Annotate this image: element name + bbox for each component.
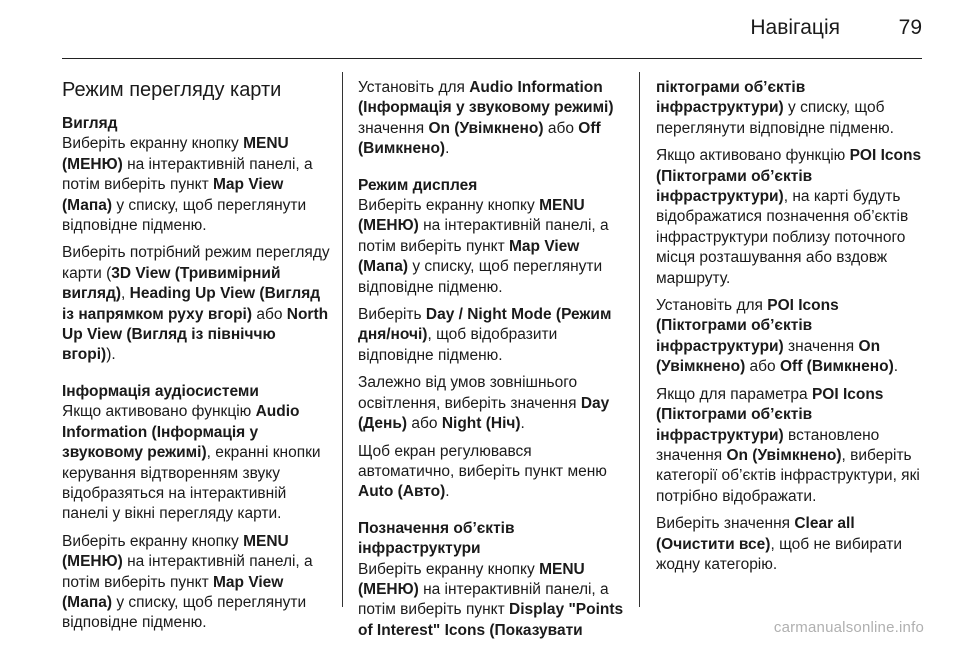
bold-term: Map View (Мапа): [62, 573, 284, 611]
text-run: , щоб не вибирати жодну категорію.: [656, 535, 903, 573]
column-divider-2: [639, 72, 640, 607]
column-divider-1: [342, 72, 343, 607]
paragraph: [62, 402, 332, 524]
text-run: Якщо для параметра: [656, 385, 812, 403]
bold-term: Day (День): [358, 394, 610, 433]
bold-term: Day / Night Mode (Режим дня/ночі): [358, 306, 612, 344]
bold-term: Map View (Мапа): [358, 237, 580, 276]
text-run: або: [407, 415, 442, 433]
paragraph: [358, 373, 626, 434]
text-run: Якщо активовано функцію: [656, 147, 850, 165]
bold-term: MENU (МЕНЮ): [358, 560, 585, 598]
text-run: на інтерактивній панелі, а потім виберіть пункт: [62, 155, 313, 194]
bold-term: Auto (Авто): [358, 483, 446, 501]
paragraph: [62, 134, 332, 236]
bold-term: Clear all (Очистити все): [656, 515, 855, 553]
text-run: , щоб відобразити відповідне підменю.: [358, 326, 558, 364]
bold-term: On (Увімкнено): [656, 337, 881, 376]
subheading-display-mode: Режим дисплея: [358, 176, 478, 194]
subheading-poi: Позначення об’єктів інфраструктури: [358, 519, 515, 558]
subheading-audio-info: Інформація аудіосистеми: [62, 382, 259, 400]
text-run: , на карті будуть відображатися позначення об’єктів інфраструктури поблизу поточного місця розташування або вздовж маршруту.: [656, 188, 909, 287]
column-1: [62, 78, 332, 641]
text-run: ,: [121, 285, 130, 303]
text-run: , виберіть категорії об’єктів інфраструктури, які потрібно відображати.: [656, 446, 920, 505]
text-run: значення: [783, 337, 859, 355]
text-run: у списку, щоб переглянути відповідне підменю.: [62, 196, 307, 235]
paragraph: [656, 514, 928, 575]
paragraph: [656, 385, 928, 507]
section-title: Режим перегляду карти: [62, 79, 282, 101]
bold-term: MENU (МЕНЮ): [62, 135, 289, 173]
text-run: Виберіть потрібний режим перегляду карти (: [62, 244, 330, 282]
bold-term: On (Увімкнено): [428, 119, 544, 137]
text-run: встановлено значення: [656, 426, 880, 464]
text-run: на інтерактивній панелі, а потім виберіть пункт: [62, 553, 313, 591]
text-run: ).: [106, 346, 116, 364]
text-run: значення: [358, 119, 429, 137]
paragraph: [656, 78, 928, 139]
paragraph: [358, 442, 626, 503]
paragraph: [62, 532, 332, 634]
paragraph: [656, 296, 928, 378]
text-run: Якщо активовано функцію: [62, 403, 256, 421]
text-run: на інтерактивній панелі, а потім виберіть пункт: [358, 217, 609, 255]
text-run: .: [520, 415, 525, 433]
paragraph: [358, 78, 626, 160]
text-run: або: [745, 358, 780, 376]
bold-term: POI Icons (Піктограми об’єктів інфраструктури): [656, 147, 922, 206]
text-run: Установіть для: [656, 297, 768, 315]
text-run: у списку, щоб переглянути відповідне підменю.: [62, 593, 307, 632]
text-run: Щоб екран регулювався автоматично, виберіть пункт меню: [358, 442, 607, 480]
bold-term: On (Увімкнено): [726, 446, 842, 464]
bold-term: MENU (МЕНЮ): [62, 532, 289, 571]
text-run: або: [252, 305, 287, 323]
paragraph: [358, 305, 626, 366]
bold-term: піктограми об’єктів інфраструктури): [656, 79, 806, 117]
text-run: на інтерактивній панелі, а потім виберіть пункт: [358, 580, 609, 619]
bold-term: MENU (МЕНЮ): [358, 197, 585, 235]
paragraph: [358, 196, 626, 298]
bold-term: Map View (Мапа): [62, 176, 284, 214]
text-run: Виберіть екранну кнопку: [62, 135, 244, 153]
bold-term: POI Icons (Піктограми об’єктів інфраструктури): [656, 297, 839, 355]
text-run: у списку, щоб переглянути відповідне підменю.: [656, 99, 894, 137]
paragraph: [62, 243, 332, 365]
page-header-title: Навігація: [750, 16, 840, 39]
bold-term: Audio Information (Інформація у звуковому режимі): [358, 79, 614, 117]
bold-term: Heading Up View (Вигляд із напрямком руху вгорі): [62, 285, 321, 323]
watermark: carmanualsonline.info: [773, 619, 924, 636]
text-run: Виберіть значення: [656, 515, 795, 533]
subheading-view: Вигляд: [62, 115, 118, 132]
text-run: .: [445, 140, 450, 158]
page-number: 79: [898, 16, 922, 39]
text-run: Установіть для: [358, 79, 470, 96]
text-run: Залежно від умов зовнішнього освітлення, виберіть значення: [358, 374, 581, 412]
text-run: або: [543, 119, 579, 137]
bold-term: Display "Points of Interest" Icons (Показувати: [358, 601, 624, 639]
text-run: , екранні кнопки керування відтворенням звуку відобразяться на інтерактивній панелі у вікні перегляду карти.: [62, 444, 321, 523]
text-run: .: [445, 483, 450, 501]
bold-term: Off (Вимкнено): [779, 358, 894, 376]
text-run: Виберіть екранну кнопку: [62, 532, 244, 550]
paragraph: [656, 146, 928, 289]
bold-term: Off (Вимкнено): [358, 119, 601, 158]
column-3: [656, 78, 928, 582]
paragraph: [358, 560, 626, 642]
bold-term: Audio Information (Інформація у звуковому режимі): [62, 403, 300, 462]
bold-term: POI Icons (Піктограми об’єктів інфраструктури): [656, 385, 884, 444]
text-run: Виберіть екранну кнопку: [358, 197, 540, 215]
bold-term: Night (Ніч): [441, 415, 521, 433]
bold-term: 3D View (Тривимірний вигляд): [62, 264, 281, 303]
text-run: .: [893, 358, 899, 376]
header-rule: [62, 58, 922, 59]
column-2: [358, 78, 626, 648]
text-run: Виберіть: [358, 306, 426, 324]
bold-term: North Up View (Вигляд із північчю вгорі): [62, 305, 329, 364]
text-run: Виберіть екранну кнопку: [358, 560, 540, 578]
text-run: у списку, щоб переглянути відповідне підменю.: [358, 258, 603, 296]
